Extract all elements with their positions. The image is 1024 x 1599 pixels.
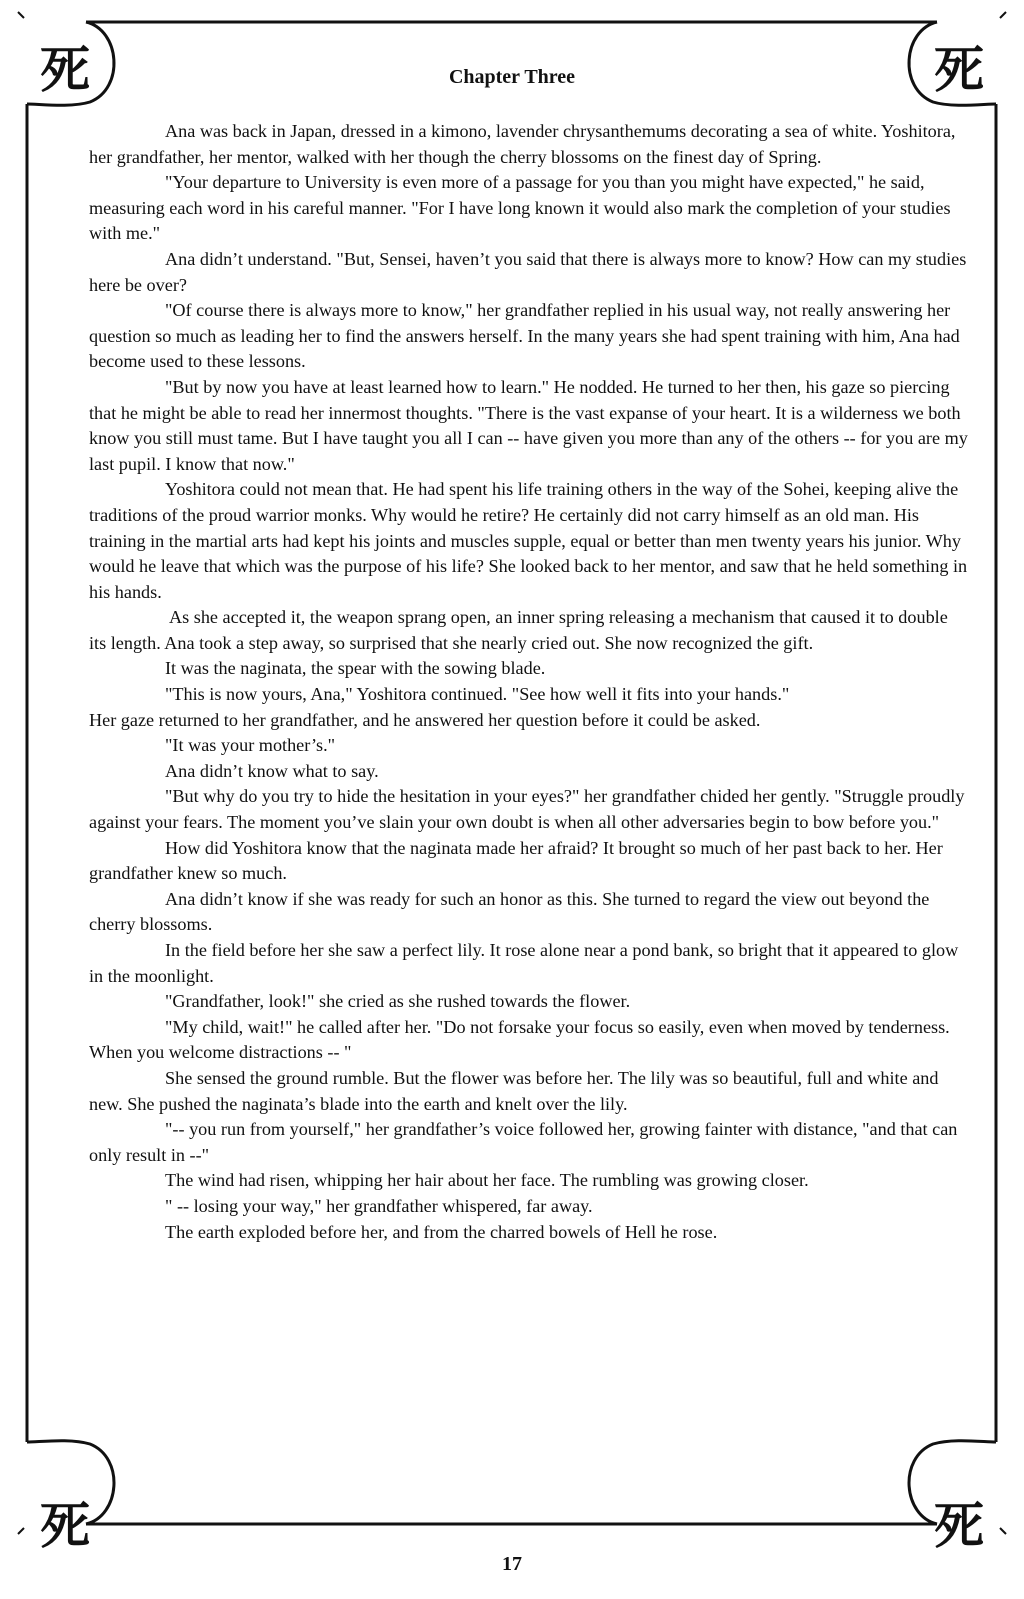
paragraph: How did Yoshitora know that the naginata made her afraid? It brought so much of her past back to her. Her grandfather knew so much. bbox=[89, 837, 943, 884]
paragraph: The wind had risen, whipping her hair about her face. The rumbling was growing closer. bbox=[165, 1170, 809, 1191]
paragraph: "-- you run from yourself," her grandfather’s voice followed her, growing fainter with distance, "and that can only result in --" bbox=[89, 1119, 958, 1165]
paragraph: "Of course there is always more to know," her grandfather replied in his usual way, not really answering her question so much as leading her to find the answers herself. In the many years she had spent training with him, Ana had become used to these lessons. bbox=[89, 300, 960, 372]
paragraph: Her gaze returned to her grandfather, and he answered her question before it could be asked. bbox=[89, 709, 761, 730]
death-kanji-icon: 死 bbox=[934, 1497, 984, 1555]
paragraph: "It was your mother’s." bbox=[165, 735, 336, 756]
paragraph: The earth exploded before her, and from the charred bowels of Hell he rose. bbox=[165, 1221, 718, 1242]
death-kanji-icon: 死 bbox=[934, 41, 984, 99]
paragraph: In the field before her she saw a perfect lily. It rose alone near a pond bank, so bright that it appeared to glow in the moonlight. bbox=[89, 940, 959, 986]
paragraph: Yoshitora could not mean that. He had spent his life training others in the way of the Sohei, keeping alive the traditions of the proud warrior monks. Why would he retire? He certainly did not carry himself as an old man. His training in the martial arts had kept his joints and muscles supple, equal or better than men twenty years his junior. Why would he leave that which was the purpose of his life? She looked back to her mentor, and saw that he held something in his hands. bbox=[89, 479, 968, 602]
paragraph: She sensed the ground rumble. But the flower was before her. The lily was so beautiful, full and white and new. She pushed the naginata’s blade into the earth and knelt over the lily. bbox=[89, 1067, 939, 1114]
paragraph: Ana didn’t understand. "But, Sensei, haven’t you said that there is always more to know? How can my studies here be over? bbox=[89, 248, 967, 295]
paragraph: "My child, wait!" he called after her. "Do not forsake your focus so easily, even when moved by tenderness. When you welcome distractions -- " bbox=[89, 1016, 950, 1063]
paragraph: Ana was back in Japan, dressed in a kimono, lavender chrysanthemums decorating a sea of white. Yoshitora, her grandfather, her mentor, walked with her though the cherry blossoms on the finest day of Spring. bbox=[89, 121, 956, 167]
paragraph: "Grandfather, look!" she cried as she rushed towards the flower. bbox=[165, 991, 631, 1012]
paragraph: "But why do you try to hide the hesitation in your eyes?" her grandfather chided her gently. "Struggle proudly against your fears. The moment you’ve slain your own doubt is when all other adversaries begin to bow before you." bbox=[89, 786, 965, 833]
death-kanji-icon: 死 bbox=[40, 41, 90, 99]
paragraph: It was the naginata, the spear with the sowing blade. bbox=[165, 658, 546, 679]
paragraph: Ana didn’t know if she was ready for such an honor as this. She turned to regard the view out beyond the cherry blossoms. bbox=[89, 888, 930, 935]
paragraph: "Your departure to University is even more of a passage for you than you might have expected," he said, measuring each word in his careful manner. "For I have long known it would also mark the completion of your studies with me." bbox=[89, 172, 951, 244]
paragraph: "This is now yours, Ana," Yoshitora continued. "See how well it fits into your hands." bbox=[165, 684, 790, 705]
chapter-title: Chapter Three bbox=[448, 66, 576, 88]
page-number: 17 bbox=[502, 1553, 522, 1575]
paragraph: "But by now you have at least learned how to learn." He nodded. He turned to her then, his gaze so piercing that he might be able to read her innermost thoughts. "There is the vast expanse of your heart. It is a wilderness we both know you still must tame. But I have taught you all I can -- have given you more than any of the others -- for you are my last pupil. I know that now." bbox=[89, 376, 968, 474]
paragraph: " -- losing your way," her grandfather whispered, far away. bbox=[165, 1195, 593, 1216]
paragraph: As she accepted it, the weapon sprang open, an inner spring releasing a mechanism that caused it to double its length. Ana took a step away, so surprised that she nearly cried out. She now recognized the gift. bbox=[89, 607, 948, 653]
paragraph: Ana didn’t know what to say. bbox=[165, 760, 379, 781]
body-text bbox=[89, 119, 969, 1245]
death-kanji-icon: 死 bbox=[40, 1497, 90, 1555]
